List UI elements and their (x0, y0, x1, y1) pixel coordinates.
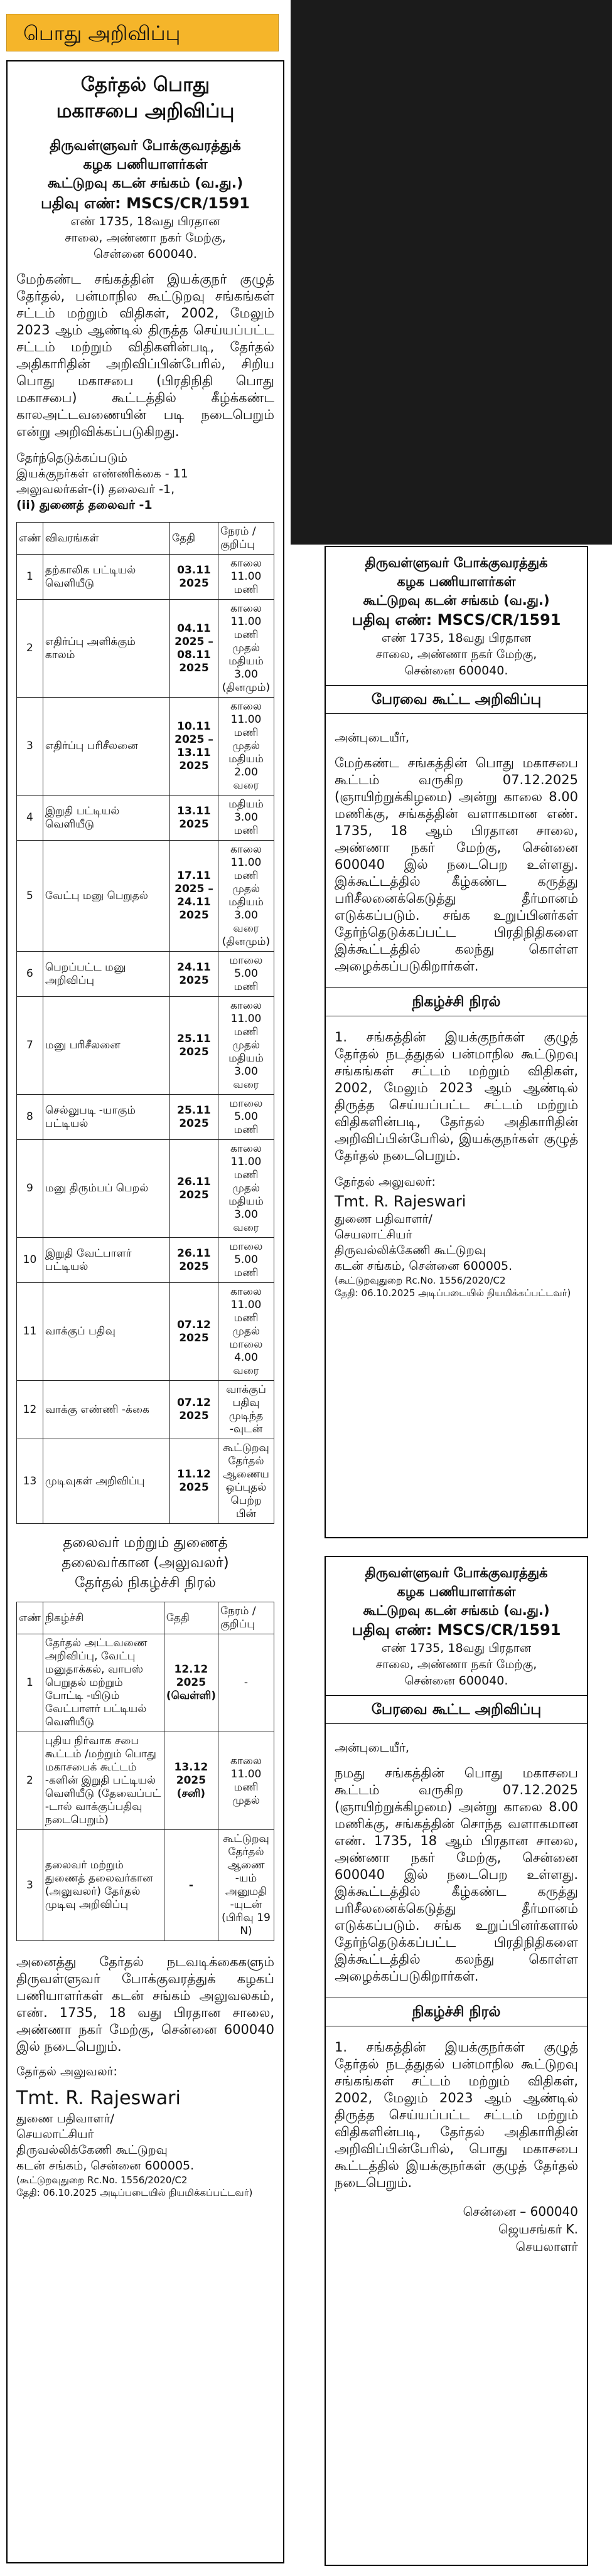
closing-paragraph: அனைத்து தேர்தல் நடவடிக்கைகளும் திருவள்ளுவர் போக்குவரத்துக் கழகப் பணியாளர்கள் கடன் சங்கம் அலுவலகம், எண். 1735, 18 வது பிரதான சாலை, அண்ணா நகர் மேற்கு, சென்னை 600040 இல் நடைபெறும். (16, 1954, 274, 2054)
officer-election-table (16, 1602, 274, 1941)
election-schedule-table (16, 522, 274, 1524)
row-detail: புதிய நிர்வாக சபை கூட்டம் /மற்றும் பொது மகாசபைக் கூட்டம் -களின் இறுதி பட்டியல் வெளியீடு (தேவைப்பட் -டால் வாக்குப்பதிவு நடைபெறும்) (43, 1732, 164, 1830)
meeting-body: மேற்கண்ட சங்கத்தின் பொது மகாசபை கூட்டம் வருகிற 07.12.2025 (ஞாயிற்றுக்கிழமை) அன்று காலை 8.00 மணிக்கு, சங்கத்தின் வளாகமான எண். 1735, 18 ஆம் பிரதான சாலை, அண்ணா நகர் மேற்கு, சென்னை 600040 இல் நடைபெற உள்ளது. இக்கூட்டத்தில் கீழ்கண்ட கருத்து பரிசீலனைக்கெடுத்து தீர்மானம் எடுக்கப்படும். சங்க உறுப்பினர்கள் தேர்ந்தெடுக்கப்பட்ட பிரதிநிதிகளை இக்கூட்டத்தில் கலந்து கொள்ள அழைக்கப்படுகிறார்கள். (335, 755, 578, 974)
row-number: 13 (17, 1439, 43, 1524)
table-row (17, 1732, 274, 1830)
officer-appointment-note: (கூட்டுறவுதுறை Rc.No. 1556/2020/C2 தேதி: 06.10.2025 அடிப்படையில் நியமிக்கப்பட்டவர்) (335, 1275, 571, 1299)
row-detail: வேட்பு மனு பெறுதல் (43, 841, 169, 952)
organisation-name: திருவள்ளுவர் போக்குவரத்துக் கழக பணியாளர்கள் கூட்டுறவு கடன் சங்கம் (வ.து.) (47, 138, 244, 191)
organisation-name: திருவள்ளுவர் போக்குவரத்துக் கழக பணியாளர்கள் கூட்டுறவு கடன் சங்கம் (வ.து.) (363, 555, 550, 608)
intro-paragraph: மேற்கண்ட சங்கத்தின் இயக்குநர் குழுத் தேர்தல், பன்மாநில கூட்டுறவு சங்கங்கள் சட்டம் மற்றும் விதிகள், 2002, மேலும் 2023 ஆம் ஆண்டில் திருத்த செய்யப்பட்ட சட்டம் மற்றும் விதிகளின்படி, தேர்தல் அதிகாரிதின் அறிவிப்பின்பேரில், சிறிய பொது மகாசபை (பிரதிநிதி பொது மகாசபை) கூட்டத்தில் கீழ்க்கண்ட காலஅட்டவணையின் படி நடைபெறும் என்று அறிவிக்கப்படுகிறது. (16, 272, 274, 439)
row-number: 5 (17, 841, 43, 952)
registration-number: பதிவு எண்: MSCS/CR/1591 (352, 611, 561, 629)
advertisement-placeholder (291, 0, 612, 545)
row-detail: மனு பரிசீலனை (43, 997, 169, 1095)
table-header-row (17, 523, 274, 555)
salutation: அன்புடையீர், (335, 1741, 410, 1755)
table-row (17, 1634, 274, 1732)
table-row (17, 796, 274, 841)
agenda-item: 1. சங்கத்தின் இயக்குநர்கள் குழுத் தேர்தல் நடத்துதல் பன்மாநில கூட்டுறவு சங்கங்கள் சட்டம் மற்றும் விதிகள், 2002, மேலும் 2023 ஆம் ஆண்டில் திருத்த செய்யப்பட்ட சட்டம் மற்றும் விதிகளின்படி, தேர்தல் அதிகாரிதின் அறிவிப்பின்பேரில், பொது மகாசபை கூட்டத்தில் இயக்குநர்கள் குழுத் தேர்தல் நடைபெறும். (335, 2040, 578, 2190)
row-date: 07.12 2025 (170, 1381, 218, 1439)
row-time: மதியம் 3.00 மணி (218, 796, 274, 841)
row-number: 8 (17, 1095, 43, 1140)
notice-category-tag: பொது அறிவிப்பு (6, 14, 279, 51)
table-row (17, 1140, 274, 1238)
organisation-address: எண் 1735, 18வது பிரதான சாலை, அண்ணா நகர் மேற்கு, சென்னை 600040. (65, 215, 226, 261)
officer-name: Tmt. R. Rajeswari (335, 1193, 466, 1210)
row-number: 3 (17, 698, 43, 796)
column-header: தேதி (164, 1602, 218, 1634)
organisation-address: எண் 1735, 18வது பிரதான சாலை, அண்ணா நகர் மேற்கு, சென்னை 600040. (375, 631, 537, 678)
row-date: 12.12 2025 (வெள்ளி) (164, 1634, 218, 1732)
row-detail: தேர்தல் அட்டவணை அறிவிப்பு, வேட்பு மனுதாக்கல், வாபஸ் பெறுதல் மற்றும் போட்டி -யிடும் வேட்பாளர் பட்டியல் வெளியீடு (43, 1634, 164, 1732)
row-date: 26.11 2025 (170, 1140, 218, 1238)
row-number: 12 (17, 1381, 43, 1439)
column-header: தேதி (170, 523, 218, 555)
row-date: 10.11 2025 – 13.11 2025 (170, 698, 218, 796)
officer-name: Tmt. R. Rajeswari (16, 2087, 181, 2109)
row-date: 11.12 2025 (170, 1439, 218, 1524)
row-time: மாலை 5.00 மணி (218, 1238, 274, 1283)
row-date: 24.11 2025 (170, 952, 218, 997)
row-date: 04.11 2025 – 08.11 2025 (170, 600, 218, 698)
signature-block: சென்னை – 600040 ஜெயசங்கர் K. செயலாளர் (463, 2204, 578, 2254)
officer-details: துணை பதிவாளர்/ செயலாட்சியர் திருவல்லிக்கேணி கூட்டுறவு கடன் சங்கம், சென்னை 600005. (16, 2112, 195, 2173)
row-number: 6 (17, 952, 43, 997)
column-header: விவரங்கள் (43, 523, 169, 555)
row-time: கூட்டுறவு தேர்தல் ஆணை -யம் அனுமதி -யுடன் (பிரிவு 19 N) (218, 1830, 274, 1941)
table-row (17, 952, 274, 997)
row-time: - (218, 1634, 274, 1732)
row-detail: இறுதி வேட்பாளர் பட்டியல் (43, 1238, 169, 1283)
table-header-row (17, 1602, 274, 1634)
row-detail: எதிர்ப்பு பரிசீலனை (43, 698, 169, 796)
row-date: 13.12 2025 (சனி) (164, 1732, 218, 1830)
column-header: நிகழ்ச்சி (43, 1602, 164, 1634)
agenda-title: நிகழ்ச்சி நிரல் (326, 987, 587, 1016)
row-number: 4 (17, 796, 43, 841)
row-time: காலை 11.00 மணி (218, 555, 274, 600)
row-time: காலை 11.00 மணி முதல் மதியம் 3.00 வரை (தினமும்) (218, 841, 274, 952)
election-notice (6, 60, 284, 2563)
row-detail: இறுதி பட்டியல் வெளியீடு (43, 796, 169, 841)
general-meeting-notice-1 (325, 546, 588, 1538)
agenda-title: நிகழ்ச்சி நிரல் (326, 1998, 587, 2026)
meeting-body: நமது சங்கத்தின் பொது மகாசபை கூட்டம் வருகிற 07.12.2025 (ஞாயிற்றுக்கிழமை) அன்று காலை 8.00 மணிக்கு, சங்கத்தின் சொந்த வளாகமான எண். 1735, 18 ஆம் பிரதான சாலை, அண்ணா நகர் மேற்கு, சென்னை 600040 இல் நடைபெற உள்ளது. இக்கூட்டத்தில் கீழ்கண்ட கருத்து பரிசீலனைக்கெடுத்து தீர்மானம் எடுக்கப்படும். சங்க உறுப்பினர்களால் தேர்ந்தெடுக்கப்பட்ட பிரதிநிதிகளை இக்கூட்டத்தில் கலந்து கொள்ள அழைக்கப்படுகிறார்கள். (335, 1765, 578, 1984)
row-detail: வாக்குப் பதிவு (43, 1283, 169, 1381)
table-row (17, 600, 274, 698)
table-row (17, 1439, 274, 1524)
officer-label: தேர்தல் அலுவலர்: (16, 2065, 117, 2078)
column-header: நேரம் / குறிப்பு (218, 1602, 274, 1634)
table-row (17, 555, 274, 600)
registration-number: பதிவு எண்: MSCS/CR/1591 (352, 1621, 561, 1639)
table-row (17, 1238, 274, 1283)
general-meeting-notice-2 (325, 1556, 588, 2566)
row-detail: பெறப்பட்ட மனு அறிவிப்பு (43, 952, 169, 997)
row-detail: செல்லுபடி -யாகும் பட்டியல் (43, 1095, 169, 1140)
row-number: 1 (17, 555, 43, 600)
row-detail: மனு திரும்பப் பெறல் (43, 1140, 169, 1238)
row-time: காலை 11.00 மணி முதல் மதியம் 3.00 வரை (218, 997, 274, 1095)
row-number: 3 (17, 1830, 43, 1941)
row-time: காலை 11.00 மணி முதல் மதியம் 3.00 (தினமும்) (218, 600, 274, 698)
salutation: அன்புடையீர், (335, 731, 410, 745)
row-number: 7 (17, 997, 43, 1095)
officer-appointment-note: (கூட்டுறவுதுறை Rc.No. 1556/2020/C2 தேதி: 06.10.2025 அடிப்படையில் நியமிக்கப்பட்டவர்) (16, 2174, 253, 2198)
officer-label: தேர்தல் அலுவலர்: (335, 1175, 436, 1189)
row-detail: எதிர்ப்பு அளிக்கும் காலம் (43, 600, 169, 698)
table-row (17, 1381, 274, 1439)
organisation-name: திருவள்ளுவர் போக்குவரத்துக் கழக பணியாளர்கள் கூட்டுறவு கடன் சங்கம் (வ.து.) (363, 1565, 550, 1618)
row-date: 17.11 2025 – 24.11 2025 (170, 841, 218, 952)
row-detail: முடிவுகள் அறிவிப்பு (43, 1439, 169, 1524)
notice-title: தேர்தல் பொது மகாசபை அறிவிப்பு (56, 73, 235, 122)
column-header: எண் (17, 1602, 43, 1634)
row-number: 1 (17, 1634, 43, 1732)
row-time: வாக்குப் பதிவு முடிந்த -வுடன் (218, 1381, 274, 1439)
table-row (17, 841, 274, 952)
row-number: 2 (17, 1732, 43, 1830)
table-row (17, 1830, 274, 1941)
row-number: 11 (17, 1283, 43, 1381)
row-detail: தலைவர் மற்றும் துணைத் தலைவர்கான (அலுவலர்) தேர்தல் முடிவு அறிவிப்பு (43, 1830, 164, 1941)
row-time: கூட்டுறவு தேர்தல் ஆணைய ஒப்புதல் பெற்ற பின் (218, 1439, 274, 1524)
meeting-title: பேரவை கூட்ட அறிவிப்பு (326, 1695, 587, 1724)
table-row (17, 997, 274, 1095)
registration-number: பதிவு எண்: MSCS/CR/1591 (41, 194, 250, 212)
row-time: மாலை 5.00 மணி (218, 1095, 274, 1140)
row-date: 07.12 2025 (170, 1283, 218, 1381)
row-date: 03.11 2025 (170, 555, 218, 600)
row-date: 13.11 2025 (170, 796, 218, 841)
row-number: 2 (17, 600, 43, 698)
officer-details: துணை பதிவாளர்/ செயலாட்சியர் திருவல்லிக்கேணி கூட்டுறவு கடன் சங்கம், சென்னை 600005. (335, 1212, 513, 1273)
table-row (17, 1283, 274, 1381)
row-time: காலை 11.00 மணி முதல் மதியம் 2.00 வரை (218, 698, 274, 796)
table-row (17, 1095, 274, 1140)
organisation-address: எண் 1735, 18வது பிரதான சாலை, அண்ணா நகர் மேற்கு, சென்னை 600040. (375, 1641, 537, 1688)
column-header: நேரம் / குறிப்பு (218, 523, 274, 555)
column-header: எண் (17, 523, 43, 555)
row-time: மாலை 5.00 மணி (218, 952, 274, 997)
row-number: 10 (17, 1238, 43, 1283)
seats-info: தேர்ந்தெடுக்கப்படும் இயக்குநர்கள் எண்ணிக்கை - 11 அலுவலர்கள்-(i) தலைவர் -1, (ii) துணைத் தலைவர் -1 (16, 451, 188, 512)
row-time: காலை 11.00 மணி முதல் மாலை 4.00 வரை (218, 1283, 274, 1381)
row-number: 9 (17, 1140, 43, 1238)
row-date: 25.11 2025 (170, 997, 218, 1095)
table-row (17, 698, 274, 796)
officer-election-title: தலைவர் மற்றும் துணைத் தலைவர்கான (அலுவலர்) தேர்தல் நிகழ்ச்சி நிரல் (62, 1535, 229, 1591)
row-detail: தற்காலிக பட்டியல் வெளியீடு (43, 555, 169, 600)
row-time: காலை 11.00 மணி முதல் மதியம் 3.00 வரை (218, 1140, 274, 1238)
row-date: - (164, 1830, 218, 1941)
row-detail: வாக்கு எண்ணி -க்கை (43, 1381, 169, 1439)
row-time: காலை 11.00 மணி முதல் (218, 1732, 274, 1830)
row-date: 25.11 2025 (170, 1095, 218, 1140)
agenda-item: 1. சங்கத்தின் இயக்குநர்கள் குழுத் தேர்தல் நடத்துதல் பன்மாநில கூட்டுறவு சங்கங்கள் சட்டம் மற்றும் விதிகள், 2002, மேலும் 2023 ஆம் ஆண்டில் திருத்த செய்யப்பட்ட சட்டம் மற்றும் விதிகளின்படி, தேர்தல் அதிகாரிதின் அறிவிப்பின்பேரில், இயக்குநர்கள் குழுத் தேர்தல் நடைபெறும். (335, 1030, 578, 1163)
meeting-title: பேரவை கூட்ட அறிவிப்பு (326, 685, 587, 714)
row-date: 26.11 2025 (170, 1238, 218, 1283)
